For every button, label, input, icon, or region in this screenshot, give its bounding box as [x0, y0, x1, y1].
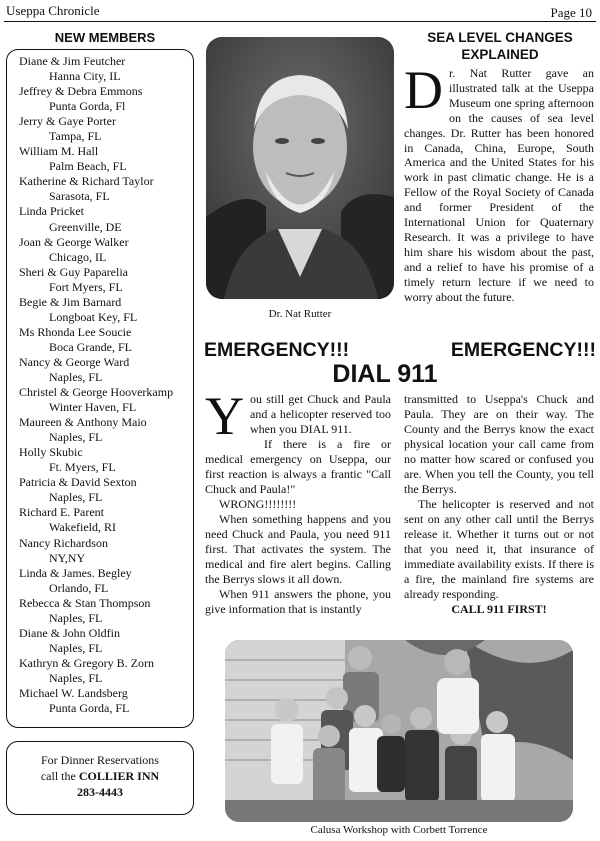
member-names: Katherine & Richard Taylor: [19, 174, 154, 189]
member-city: Naples, FL: [49, 430, 103, 445]
member-city: Orlando, FL: [49, 580, 109, 595]
member-names: Holly Skubic: [19, 445, 83, 460]
member-names: Nancy Richardson: [19, 535, 108, 550]
member-names: Patricia & David Sexton: [19, 475, 137, 490]
member-names: Richard E. Parent: [19, 505, 104, 520]
member-names: William M. Hall: [19, 144, 99, 159]
dinner-line-1: For Dinner Reservations: [41, 753, 159, 767]
member-names: Jerry & Gaye Porter: [19, 114, 116, 129]
member-city: Tampa, FL: [49, 129, 102, 144]
member-city: Greenville, DE: [49, 219, 122, 234]
emergency-headline: [204, 339, 596, 389]
emergency-article-col-2: transmitted to Useppa's Chuck and Paula. They are on their way. The County and the Berrys know the exact physical location your call came from no matter how scared or confused you are. When you tell the County, you tell the Berrys. The helicopter is reserved and not sent on any other call until the Berrys release it. Whether it turns out or not that you need it, that insurance of immediate availability exists. If there is a fire, the mainland fire systems are already responding. CALL 911 FIRST!: [404, 392, 594, 616]
member-names: Linda Pricket: [19, 204, 84, 219]
member-names: Rebecca & Stan Thompson: [19, 595, 151, 610]
dial-911-heading: DIAL 911: [332, 360, 438, 388]
sea-level-article: [404, 60, 594, 305]
member-city: Wakefield, RI: [49, 520, 117, 535]
sea-level-body: r. Nat Rutter gave an illustrated talk at the Useppa Museum one spring afternoon on the causes of sea level changes. Dr. Rutter has been honored in Canada, China, Europe, South America and the United States for his work in past climatic change. He is a Fellow of the Royal Society of Canada and former President of the International Union for Quaternary Research. It was a privilege to have him share his wisdom about the past, and a relief to have his promise of a timely return lecture if we need to worry about the future.: [404, 66, 594, 304]
sea-level-headline: SEA LEVEL CHANGES EXPLAINED: [427, 30, 573, 62]
publication-name: Useppa Chronicle: [6, 3, 100, 18]
member-city: Naples, FL: [49, 610, 103, 625]
member-city: Ft. Myers, FL: [49, 460, 116, 475]
member-names: Maureen & Anthony Maio: [19, 415, 147, 430]
member-names: Christel & George Hooverkamp: [19, 385, 174, 400]
dinner-reservations-box: [6, 741, 194, 815]
dinner-line-2: call the COLLIER INN: [40, 769, 160, 783]
new-members-box: [6, 49, 194, 728]
member-city: Longboat Key, FL: [49, 309, 138, 324]
member-names: Diane & Jim Feutcher: [19, 54, 126, 68]
drop-cap-y: Y: [205, 386, 244, 446]
member-names: Sheri & Guy Paparelia: [19, 264, 128, 279]
member-city: Palm Beach, FL: [49, 159, 127, 174]
member-city: Naples, FL: [49, 369, 103, 384]
drop-cap-d: D: [404, 60, 443, 120]
dinner-phone: 283-4443: [77, 785, 123, 799]
emergency-left: EMERGENCY!!!: [204, 339, 350, 361]
member-names: Ms Rhonda Lee Soucie: [19, 324, 132, 339]
members-list: [19, 54, 191, 716]
member-names: Nancy & George Ward: [19, 354, 130, 369]
member-city: Hanna City, IL: [49, 69, 121, 84]
member-names: Begie & Jim Barnard: [19, 294, 122, 309]
member-city: Winter Haven, FL: [49, 400, 137, 415]
member-names: Kathryn & Gregory B. Zorn: [19, 655, 154, 670]
member-city: Naples, FL: [49, 490, 103, 505]
member-names: Diane & John Oldfin: [19, 625, 120, 640]
member-city: Punta Gorda, Fl: [49, 99, 126, 114]
member-city: Boca Grande, FL: [49, 339, 132, 354]
page-number: Page 10: [550, 5, 592, 20]
group-photo-caption: Calusa Workshop with Corbett Torrence: [310, 824, 488, 836]
member-names: Jeffrey & Debra Emmons: [19, 84, 143, 99]
portrait-caption: Dr. Nat Rutter: [268, 308, 332, 320]
member-city: NY,NY: [49, 550, 86, 565]
member-city: Naples, FL: [49, 640, 103, 655]
member-city: Chicago, IL: [49, 249, 107, 264]
member-city: Punta Gorda, FL: [49, 701, 130, 716]
member-names: Joan & George Walker: [19, 234, 129, 249]
emergency-right: EMERGENCY!!!: [450, 339, 596, 361]
member-city: Naples, FL: [49, 670, 103, 685]
call-911-first: CALL 911 FIRST!: [451, 602, 547, 616]
member-names: Linda & James. Begley: [19, 565, 132, 580]
portrait-photo: [206, 37, 394, 299]
member-city: Sarasota, FL: [49, 189, 110, 204]
collier-inn: COLLIER INN: [78, 769, 160, 783]
member-city: Fort Myers, FL: [49, 279, 123, 294]
new-members-title: NEW MEMBERS: [54, 30, 156, 45]
group-photo: [225, 640, 573, 822]
header-rule: [4, 21, 596, 22]
member-names: Michael W. Landsberg: [19, 685, 128, 700]
emergency-article-col-1: You still get Chuck and Paula and a helicopter reserved too when you DIAL 911. If there is a fire or medical emergency on Useppa, our first reaction is always a frantic "Call Chuck and Paula!" WRONG!!!!!!!! When something happens and you need Chuck and Paula, you need 911 first. That activates the system. The medical and fire alert begins. Calling the Berrys slows it all down. When 911 answers the phone, you give information that is instantly: [205, 386, 391, 616]
